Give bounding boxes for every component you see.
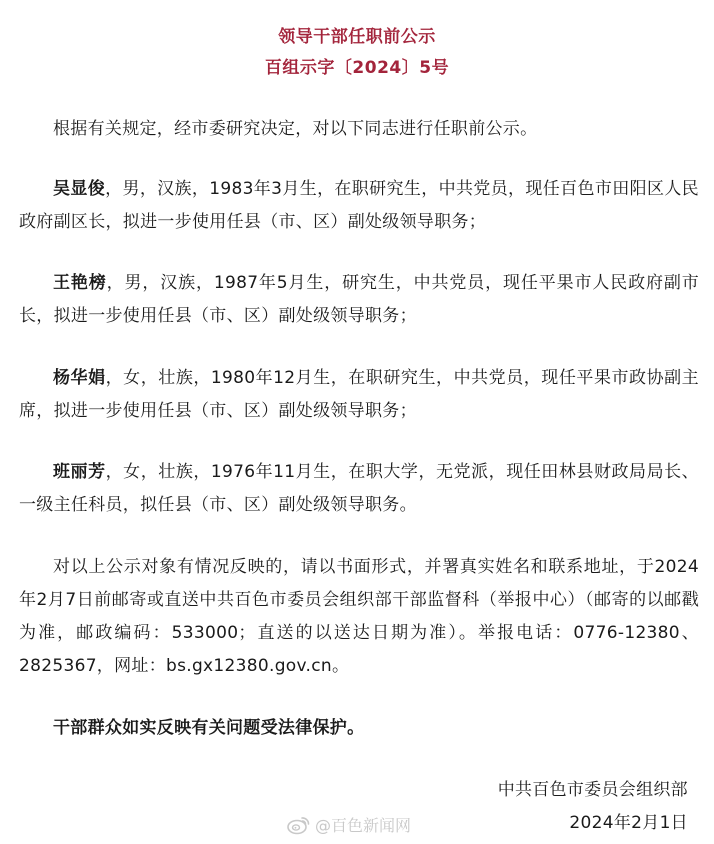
weibo-icon xyxy=(287,815,311,835)
nominee-name: 吴显俊 xyxy=(53,179,106,199)
document-title: 领导干部任职前公示 xyxy=(278,27,436,47)
issue-date: 2024年2月1日 xyxy=(569,813,688,833)
nominee-details: ，女，壮族，1980年12月生，在职研究生，中共党员，现任平果市政协副主席，拟进一步使用任县（市、区）副处级领导职务； xyxy=(19,368,699,421)
watermark xyxy=(287,813,411,836)
nominee-name: 杨华娟 xyxy=(53,368,106,388)
nominee-paragraph-3 xyxy=(19,362,699,428)
issuing-organization: 中共百色市委员会组织部 xyxy=(497,780,688,800)
nominee-name: 班丽芳 xyxy=(53,462,106,482)
intro-paragraph: 根据有关规定，经市委研究决定，对以下同志进行任职前公示。 xyxy=(53,119,538,139)
nominee-details: ，男，汉族，1987年5月生，研究生，中共党员，现任平果市人民政府副市长，拟进一步使用任县（市、区）副处级领导职务； xyxy=(19,273,699,326)
nominee-paragraph-4 xyxy=(19,456,699,522)
nominee-name: 王艳榜 xyxy=(53,273,107,293)
nominee-details: ，女，壮族，1976年11月生，在职大学，无党派，现任田林县财政局局长、一级主任科员，拟任县（市、区）副处级领导职务。 xyxy=(19,462,699,515)
document-number: 百组示字〔2024〕5号 xyxy=(264,58,450,78)
nominee-details: ，男，汉族，1983年3月生，在职研究生，中共党员，现任百色市田阳区人民政府副区长，拟进一步使用任县（市、区）副处级领导职务； xyxy=(19,179,699,232)
watermark-text: @百色新闻网 xyxy=(315,816,412,835)
feedback-notice-paragraph: 对以上公示对象有情况反映的，请以书面形式，并署真实姓名和联系地址，于2024年2月7日前邮寄或直送中共百色市委员会组织部干部监督科（举报中心）（邮寄的以邮戳为准，邮政编码：533000；直送的以送达日期为准）。举报电话：0776-12380、2825367，网址：bs.gx12380.gov.cn。 xyxy=(19,557,699,676)
nominee-paragraph-2 xyxy=(19,267,699,333)
legal-protection-statement: 干部群众如实反映有关问题受法律保护。 xyxy=(53,718,365,738)
nominee-paragraph-1 xyxy=(19,173,699,239)
